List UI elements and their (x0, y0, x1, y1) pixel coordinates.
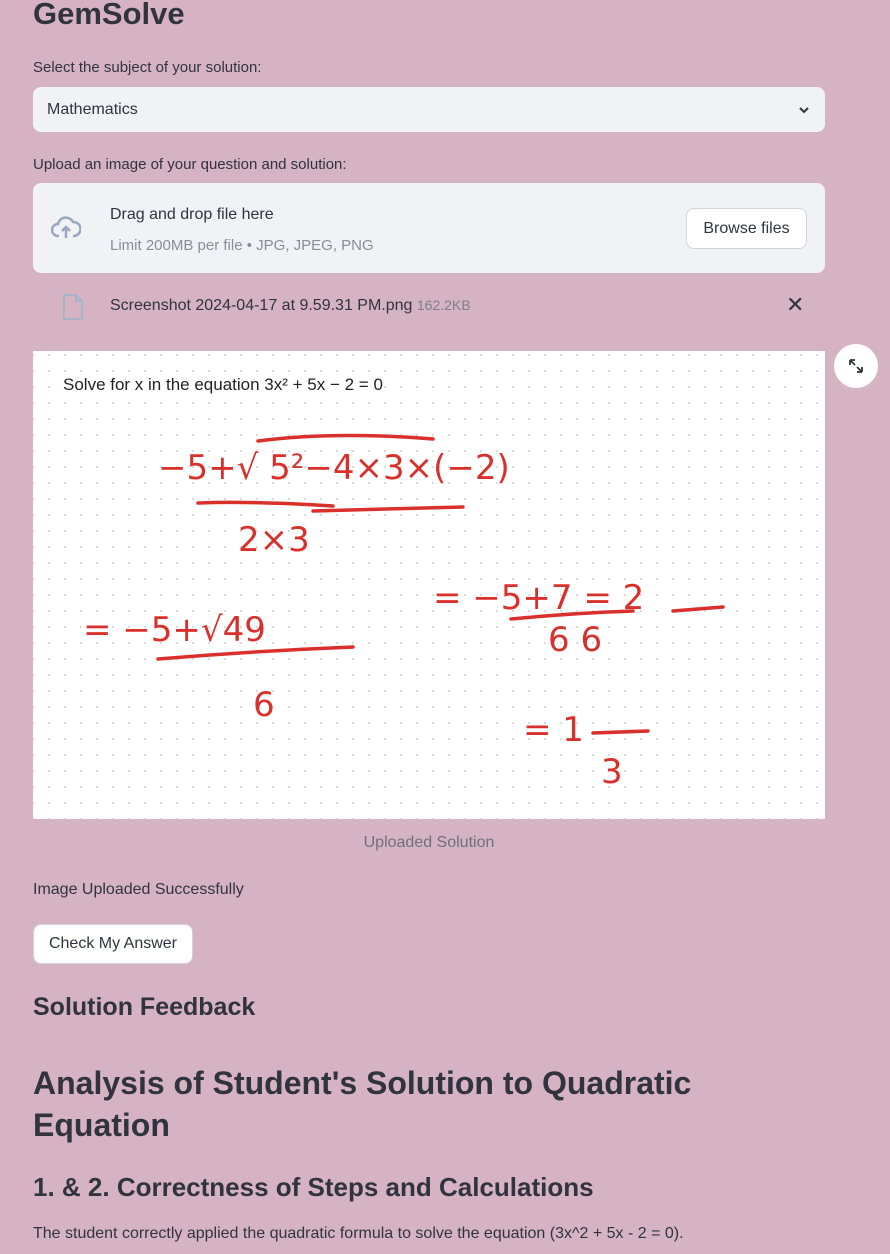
app-title: GemSolve (33, 0, 185, 31)
file-uploader-dropzone[interactable] (33, 183, 825, 273)
feedback-heading: Solution Feedback (33, 993, 256, 1021)
hw-line1: −5+√ 5²−4×3×(−2) (158, 448, 510, 488)
hw-line8: 3 (601, 752, 623, 792)
expand-icon (847, 357, 865, 375)
uploaded-file (110, 297, 471, 315)
analysis-title: Analysis of Student's Solution to Quadratic Equation (33, 1065, 692, 1143)
check-answer-button[interactable]: Check My Answer (33, 924, 193, 964)
upload-label: Upload an image of your question and solution: (33, 156, 347, 173)
upload-status: Image Uploaded Successfully (33, 881, 244, 898)
hw-line5: = −5+7 = 2 (433, 578, 645, 618)
drag-drop-text: Drag and drop file here (110, 206, 274, 223)
subject-select[interactable] (33, 87, 825, 132)
fullscreen-button[interactable] (834, 344, 878, 388)
feedback-paragraph: The student correctly applied the quadratic formula to solve the equation (3x^2 + 5x - 2 = 0). (33, 1225, 684, 1242)
hw-line4: 6 (253, 685, 275, 725)
file-size: 162.2KB (416, 297, 471, 313)
browse-files-button[interactable]: Browse files (686, 208, 807, 249)
uploaded-solution-image (33, 351, 825, 819)
subject-value: Mathematics (47, 100, 138, 118)
hw-line2: 2×3 (238, 520, 310, 560)
section-heading: 1. & 2. Correctness of Steps and Calculations (33, 1172, 594, 1202)
subject-label: Select the subject of your solution: (33, 59, 262, 76)
hw-line7: = 1 (523, 710, 584, 750)
chevron-down-icon (797, 103, 811, 117)
question-text: Solve for x in the equation 3x² + 5x − 2 = 0 (63, 375, 383, 394)
hw-line3: = −5+√49 (83, 610, 266, 650)
cloud-upload-icon (51, 214, 81, 242)
handwritten-solution (33, 351, 825, 819)
image-caption: Uploaded Solution (363, 834, 495, 851)
remove-file-button[interactable]: ✕ (786, 292, 805, 317)
file-name: Screenshot 2024-04-17 at 9.59.31 PM.png (110, 297, 413, 314)
hw-line6: 6 6 (548, 620, 603, 660)
upload-limit-text: Limit 200MB per file • JPG, JPEG, PNG (110, 237, 374, 254)
file-icon (62, 293, 84, 321)
